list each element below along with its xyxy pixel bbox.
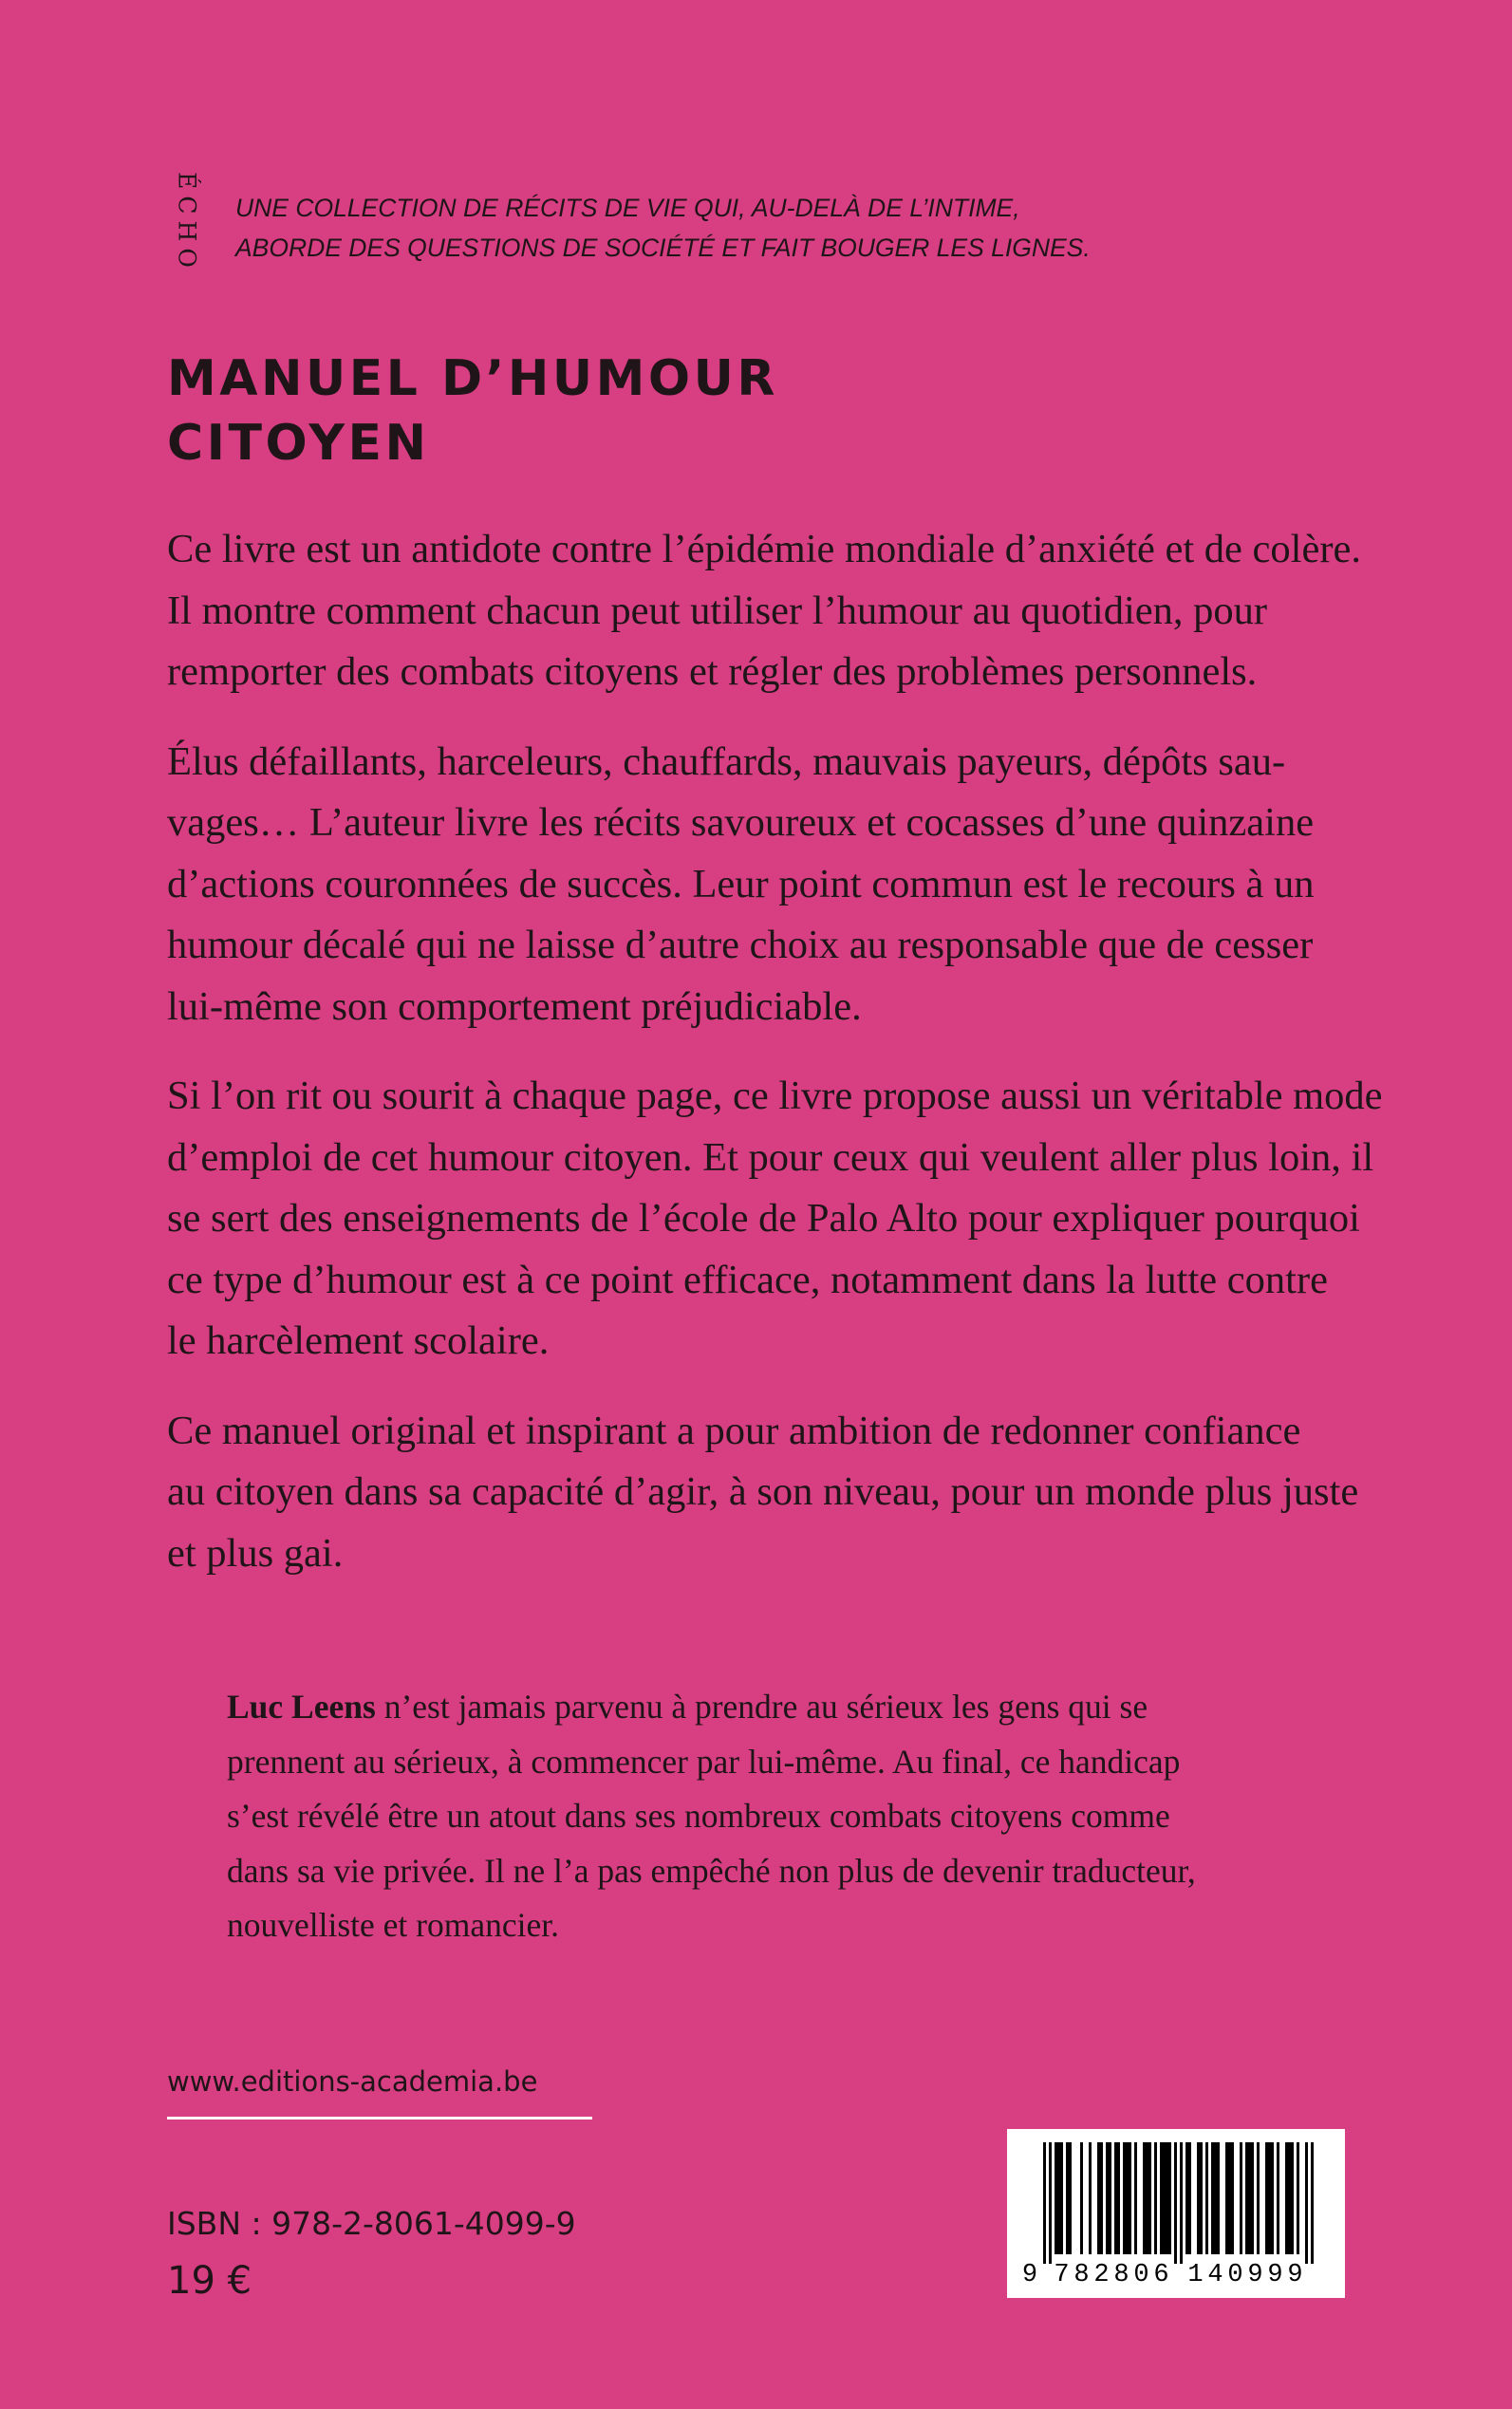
barcode-graphic bbox=[1007, 2129, 1345, 2298]
collection-name bbox=[168, 161, 206, 285]
barcode-bar bbox=[1089, 2142, 1092, 2254]
barcode-bar bbox=[1214, 2142, 1217, 2254]
barcode-bar bbox=[1268, 2142, 1271, 2254]
barcode-bar bbox=[1146, 2142, 1148, 2254]
website-underline bbox=[167, 2117, 592, 2120]
blurb-line: humour décalé qui ne laisse d’autre choix au responsable que de cesser bbox=[167, 923, 1314, 967]
barcode-bar bbox=[1217, 2142, 1220, 2254]
barcode-bar bbox=[1257, 2142, 1260, 2254]
barcode-digit: 4 bbox=[1207, 2261, 1223, 2289]
tagline-line: UNE COLLECTION DE RÉCITS DE VIE QUI, AU-DELÀ DE L’INTIME, bbox=[235, 194, 1020, 222]
barcode-bar bbox=[1200, 2142, 1203, 2254]
barcode-bar bbox=[1174, 2142, 1177, 2264]
barcode-bar bbox=[1060, 2142, 1063, 2254]
barcode-bar bbox=[1168, 2142, 1171, 2254]
collection-name-text: ÉCHO bbox=[173, 172, 201, 274]
book-title bbox=[167, 346, 778, 476]
barcode-bar bbox=[1066, 2142, 1069, 2254]
barcode-bar bbox=[1205, 2142, 1208, 2254]
barcode-digit: 6 bbox=[1153, 2261, 1169, 2289]
blurb bbox=[167, 519, 1401, 1613]
barcode-bar bbox=[1248, 2142, 1251, 2254]
barcode-digit: 9 bbox=[1267, 2261, 1283, 2289]
title-line: MANUEL D’HUMOUR bbox=[167, 350, 778, 407]
barcode-bar bbox=[1265, 2142, 1268, 2254]
blurb-line: Élus défaillants, harceleurs, chauffards, mauvais payeurs, dépôts sau- bbox=[167, 738, 1286, 784]
barcode-bar bbox=[1114, 2142, 1117, 2254]
barcode-digit: 1 bbox=[1187, 2261, 1204, 2289]
barcode-digit: 8 bbox=[1073, 2261, 1090, 2289]
barcode-bar bbox=[1100, 2142, 1103, 2254]
publisher-website: www.editions-academia.be bbox=[167, 2065, 538, 2098]
barcode-bar bbox=[1211, 2142, 1214, 2254]
barcode-bar bbox=[1134, 2142, 1137, 2254]
barcode-bar bbox=[1126, 2142, 1129, 2254]
blurb-line: d’emploi de cet humour citoyen. Et pour ceux qui veulent aller plus loin, il bbox=[167, 1134, 1374, 1180]
blurb-line: Si l’on rit ou sourit à chaque page, ce livre propose aussi un véritable mode bbox=[167, 1074, 1383, 1118]
barcode-bar bbox=[1109, 2142, 1111, 2254]
barcode-bar bbox=[1117, 2142, 1120, 2254]
barcode-bar bbox=[1129, 2142, 1131, 2254]
barcode-bar bbox=[1288, 2142, 1291, 2254]
collection-tagline bbox=[235, 188, 1374, 268]
barcode-bar bbox=[1055, 2142, 1057, 2254]
bio-line-rest: n’est jamais parvenu à prendre au sérieux les gens qui se bbox=[375, 1688, 1148, 1726]
bio-line bbox=[227, 1680, 1413, 1735]
barcode-digit: 2 bbox=[1093, 2261, 1110, 2289]
barcode-digit: 9 bbox=[1247, 2261, 1263, 2289]
author-bio bbox=[227, 1680, 1413, 1953]
title-line: CITOYEN bbox=[167, 415, 430, 472]
barcode-bar bbox=[1231, 2142, 1234, 2254]
barcode-bar bbox=[1188, 2142, 1191, 2254]
blurb-line: Ce manuel original et inspirant a pour ambition de redonner confiance bbox=[167, 1408, 1301, 1453]
barcode-bar bbox=[1057, 2142, 1060, 2254]
barcode-digit: 0 bbox=[1133, 2261, 1149, 2289]
barcode-bar bbox=[1163, 2142, 1166, 2254]
bio-line: nouvelliste et romancier. bbox=[227, 1906, 559, 1944]
blurb-line: au citoyen dans sa capacité d’agir, à son niveau, pour un monde plus juste bbox=[167, 1469, 1359, 1514]
barcode-bar bbox=[1043, 2142, 1046, 2264]
barcode-bar bbox=[1285, 2142, 1288, 2254]
isbn: ISBN : 978-2-8061-4099-9 bbox=[167, 2205, 576, 2242]
blurb-paragraph-3 bbox=[167, 1066, 1401, 1373]
barcode-bar bbox=[1311, 2142, 1314, 2264]
barcode bbox=[1007, 2129, 1345, 2298]
blurb-line: et plus gai. bbox=[167, 1530, 344, 1576]
barcode-bar bbox=[1225, 2142, 1228, 2254]
author-name: Luc Leens bbox=[227, 1688, 376, 1726]
barcode-bar bbox=[1180, 2142, 1183, 2264]
blurb-line: lui-même son comportement préjudiciable. bbox=[167, 983, 862, 1029]
barcode-bar bbox=[1160, 2142, 1163, 2254]
blurb-line: le harcèlement scolaire. bbox=[167, 1318, 550, 1363]
barcode-bar bbox=[1106, 2142, 1109, 2254]
barcode-bar bbox=[1148, 2142, 1151, 2254]
barcode-bar bbox=[1297, 2142, 1299, 2254]
blurb-line: Il montre comment chacun peut utiliser l’humour au quotidien, pour bbox=[167, 588, 1268, 633]
barcode-bar bbox=[1097, 2142, 1100, 2254]
barcode-bar bbox=[1185, 2142, 1188, 2254]
barcode-bar bbox=[1228, 2142, 1231, 2254]
blurb-paragraph-1 bbox=[167, 519, 1401, 703]
blurb-line: d’actions couronnées de succès. Leur point commun est le recours à un bbox=[167, 861, 1315, 906]
price: 19 € bbox=[167, 2259, 252, 2303]
barcode-bar bbox=[1080, 2142, 1083, 2254]
barcode-bar bbox=[1049, 2142, 1052, 2264]
blurb-paragraph-4 bbox=[167, 1401, 1401, 1585]
barcode-digit: 7 bbox=[1054, 2261, 1070, 2289]
barcode-digit: 9 bbox=[1021, 2261, 1038, 2289]
bio-line: s’est révélé être un atout dans ses nombreux combats citoyens comme bbox=[227, 1797, 1170, 1835]
tagline-line: ABORDE DES QUESTIONS DE SOCIÉTÉ ET FAIT BOUGER LES LIGNES. bbox=[235, 233, 1091, 262]
bio-line: prennent au sérieux, à commencer par lui-même. Au final, ce handicap bbox=[227, 1742, 1181, 1781]
barcode-bar bbox=[1271, 2142, 1274, 2254]
barcode-bar bbox=[1251, 2142, 1254, 2254]
barcode-bar bbox=[1154, 2142, 1157, 2254]
blurb-line: se sert des enseignements de l’école de Palo Alto pour expliquer pourquoi bbox=[167, 1196, 1360, 1241]
barcode-bar bbox=[1245, 2142, 1248, 2254]
barcode-bar bbox=[1069, 2142, 1072, 2254]
barcode-digit: 9 bbox=[1287, 2261, 1303, 2289]
barcode-bar bbox=[1197, 2142, 1200, 2254]
barcode-bar bbox=[1291, 2142, 1294, 2254]
bio-line: dans sa vie privée. Il ne l’a pas empêché non plus de devenir traducteur, bbox=[227, 1851, 1196, 1890]
blurb-line: remporter des combats citoyens et régler des problèmes personnels. bbox=[167, 649, 1258, 694]
blurb-line: ce type d’humour est à ce point efficace, notamment dans la lutte contre bbox=[167, 1257, 1328, 1302]
blurb-line: Ce livre est un antidote contre l’épidémie mondiale d’anxiété et de colère. bbox=[167, 527, 1361, 571]
barcode-bar bbox=[1143, 2142, 1146, 2254]
barcode-bar bbox=[1123, 2142, 1126, 2254]
barcode-digit: 8 bbox=[1113, 2261, 1129, 2289]
barcode-bar bbox=[1277, 2142, 1279, 2254]
blurb-line: vages… L’auteur livre les récits savoureux et cocasses d’une quinzaine bbox=[167, 800, 1315, 845]
barcode-bar bbox=[1240, 2142, 1242, 2254]
barcode-bar bbox=[1305, 2142, 1308, 2264]
blurb-paragraph-2 bbox=[167, 732, 1401, 1038]
barcode-bar bbox=[1166, 2142, 1168, 2254]
barcode-digit: 0 bbox=[1227, 2261, 1243, 2289]
